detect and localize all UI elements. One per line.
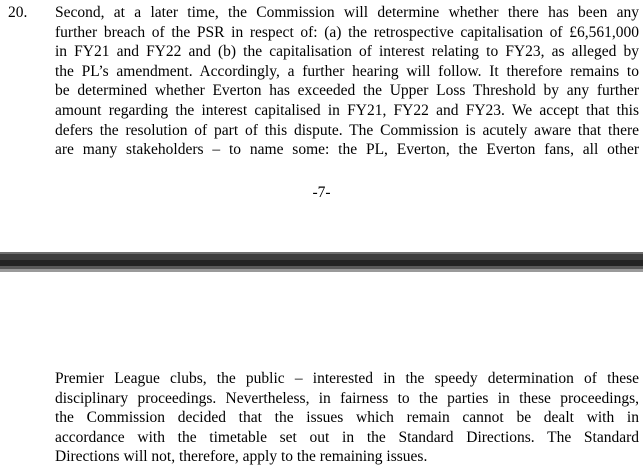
paragraph-line: defers the resolution of part of this dispute. The Commission is acutely aware that there: [55, 121, 639, 139]
paragraph-line: further breach of the PSR in respect of: (a) the retrospective capitalisation of £6,561,000: [55, 23, 639, 41]
paragraph-line: be determined whether Everton has exceeded the Upper Loss Threshold by any further: [55, 82, 639, 100]
continuation-line: the Commission decided that the issues which remain cannot be dealt with in: [55, 409, 639, 427]
paragraph-line: in FY21 and FY22 and (b) the capitalisation of interest relating to FY23, as alleged by: [55, 43, 639, 61]
continuation-line: Directions will not, therefore, apply to the remaining issues.: [55, 448, 428, 466]
paragraph-number: 20.: [8, 4, 28, 21]
page-number: -7-: [312, 184, 331, 201]
continuation-line: accordance with the timetable set out in the Standard Directions. The Standard: [55, 428, 639, 446]
continuation-line: Premier League clubs, the public – interested in the speedy determination of these: [55, 370, 639, 387]
paragraph-line: the PL’s amendment. Accordingly, a further hearing will follow. It therefore remains to: [55, 62, 639, 80]
document-page-bottom: [0, 272, 643, 471]
page-break-divider: [0, 252, 643, 272]
paragraph-line: amount regarding the interest capitalised in FY21, FY22 and FY23. We accept that this: [55, 101, 639, 119]
paragraph-line: are many stakeholders – to name some: the PL, Everton, the Everton fans, all other: [55, 141, 639, 159]
paragraph-line: Second, at a later time, the Commission will determine whether there has been any: [55, 4, 639, 21]
paragraph-20-text: [55, 3, 639, 160]
continuation-line: disciplinary proceedings. Nevertheless, in fairness to the parties in these proceedings,: [55, 389, 639, 407]
paragraph-20-continuation: [55, 369, 639, 467]
